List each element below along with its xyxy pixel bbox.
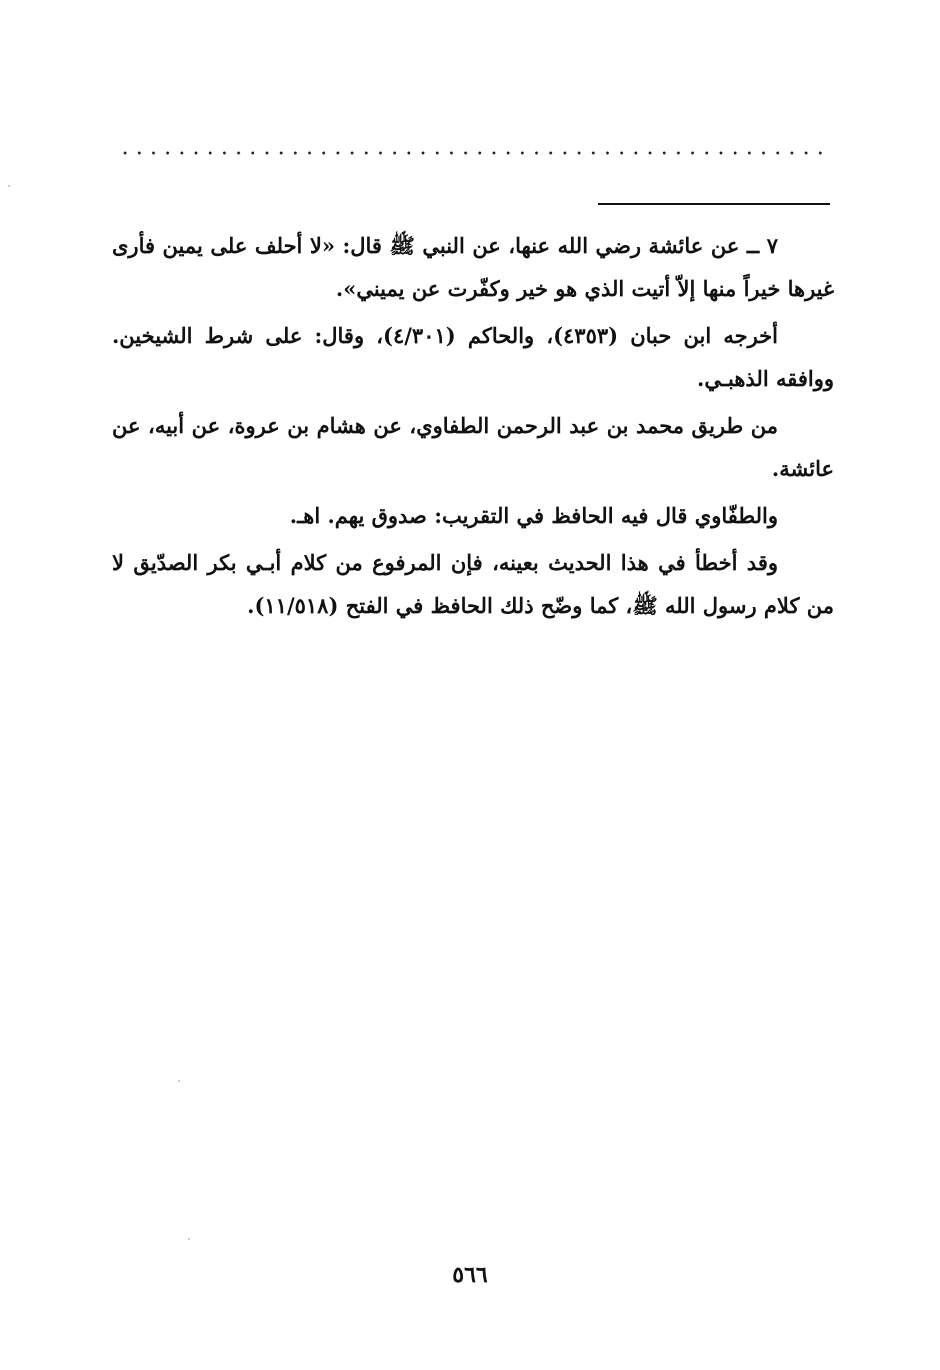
isnad-paragraph: من طريق محمد بن عبد الرحمن الطفاوي، عن هشام بن عروة، عن أبيه، عن عائشة. — [112, 413, 834, 481]
scan-speck — [8, 185, 10, 187]
page-number: ٥٦٦ — [452, 1262, 488, 1288]
scan-speck — [178, 1080, 180, 1082]
hadith-paragraph: ٧ ــ عن عائشة رضي الله عنها، عن النبي ﷺ قال: «لا أحلف على يمين فأرى غيرها خيراً منها إلاّ أتيت الذي هو خير وكفّرت عن يميني». — [112, 233, 834, 301]
scan-speck — [188, 1238, 190, 1240]
dotted-separator — [118, 150, 830, 156]
error-note-paragraph: وقد أخطأ في هذا الحديث بعينه، فإن المرفوع من كلام أبـي بكر الصدّيق لا من كلام رسول الله ﷺ، كما وضّح ذلك الحافظ في الفتح (١١/٥١٨). — [112, 550, 834, 618]
narrator-grading-paragraph: والطفّاوي قال فيه الحافظ في التقريب: صدوق يهم. اهـ. — [289, 503, 778, 528]
footnote-separator-line — [598, 203, 830, 205]
footnote-text-block — [112, 224, 834, 631]
takhrij-paragraph: أخرجه ابن حبان (٤٣٥٣)، والحاكم (٤/٣٠١)، وقال: على شرط الشيخين. ووافقه الذهبـي. — [112, 323, 834, 391]
